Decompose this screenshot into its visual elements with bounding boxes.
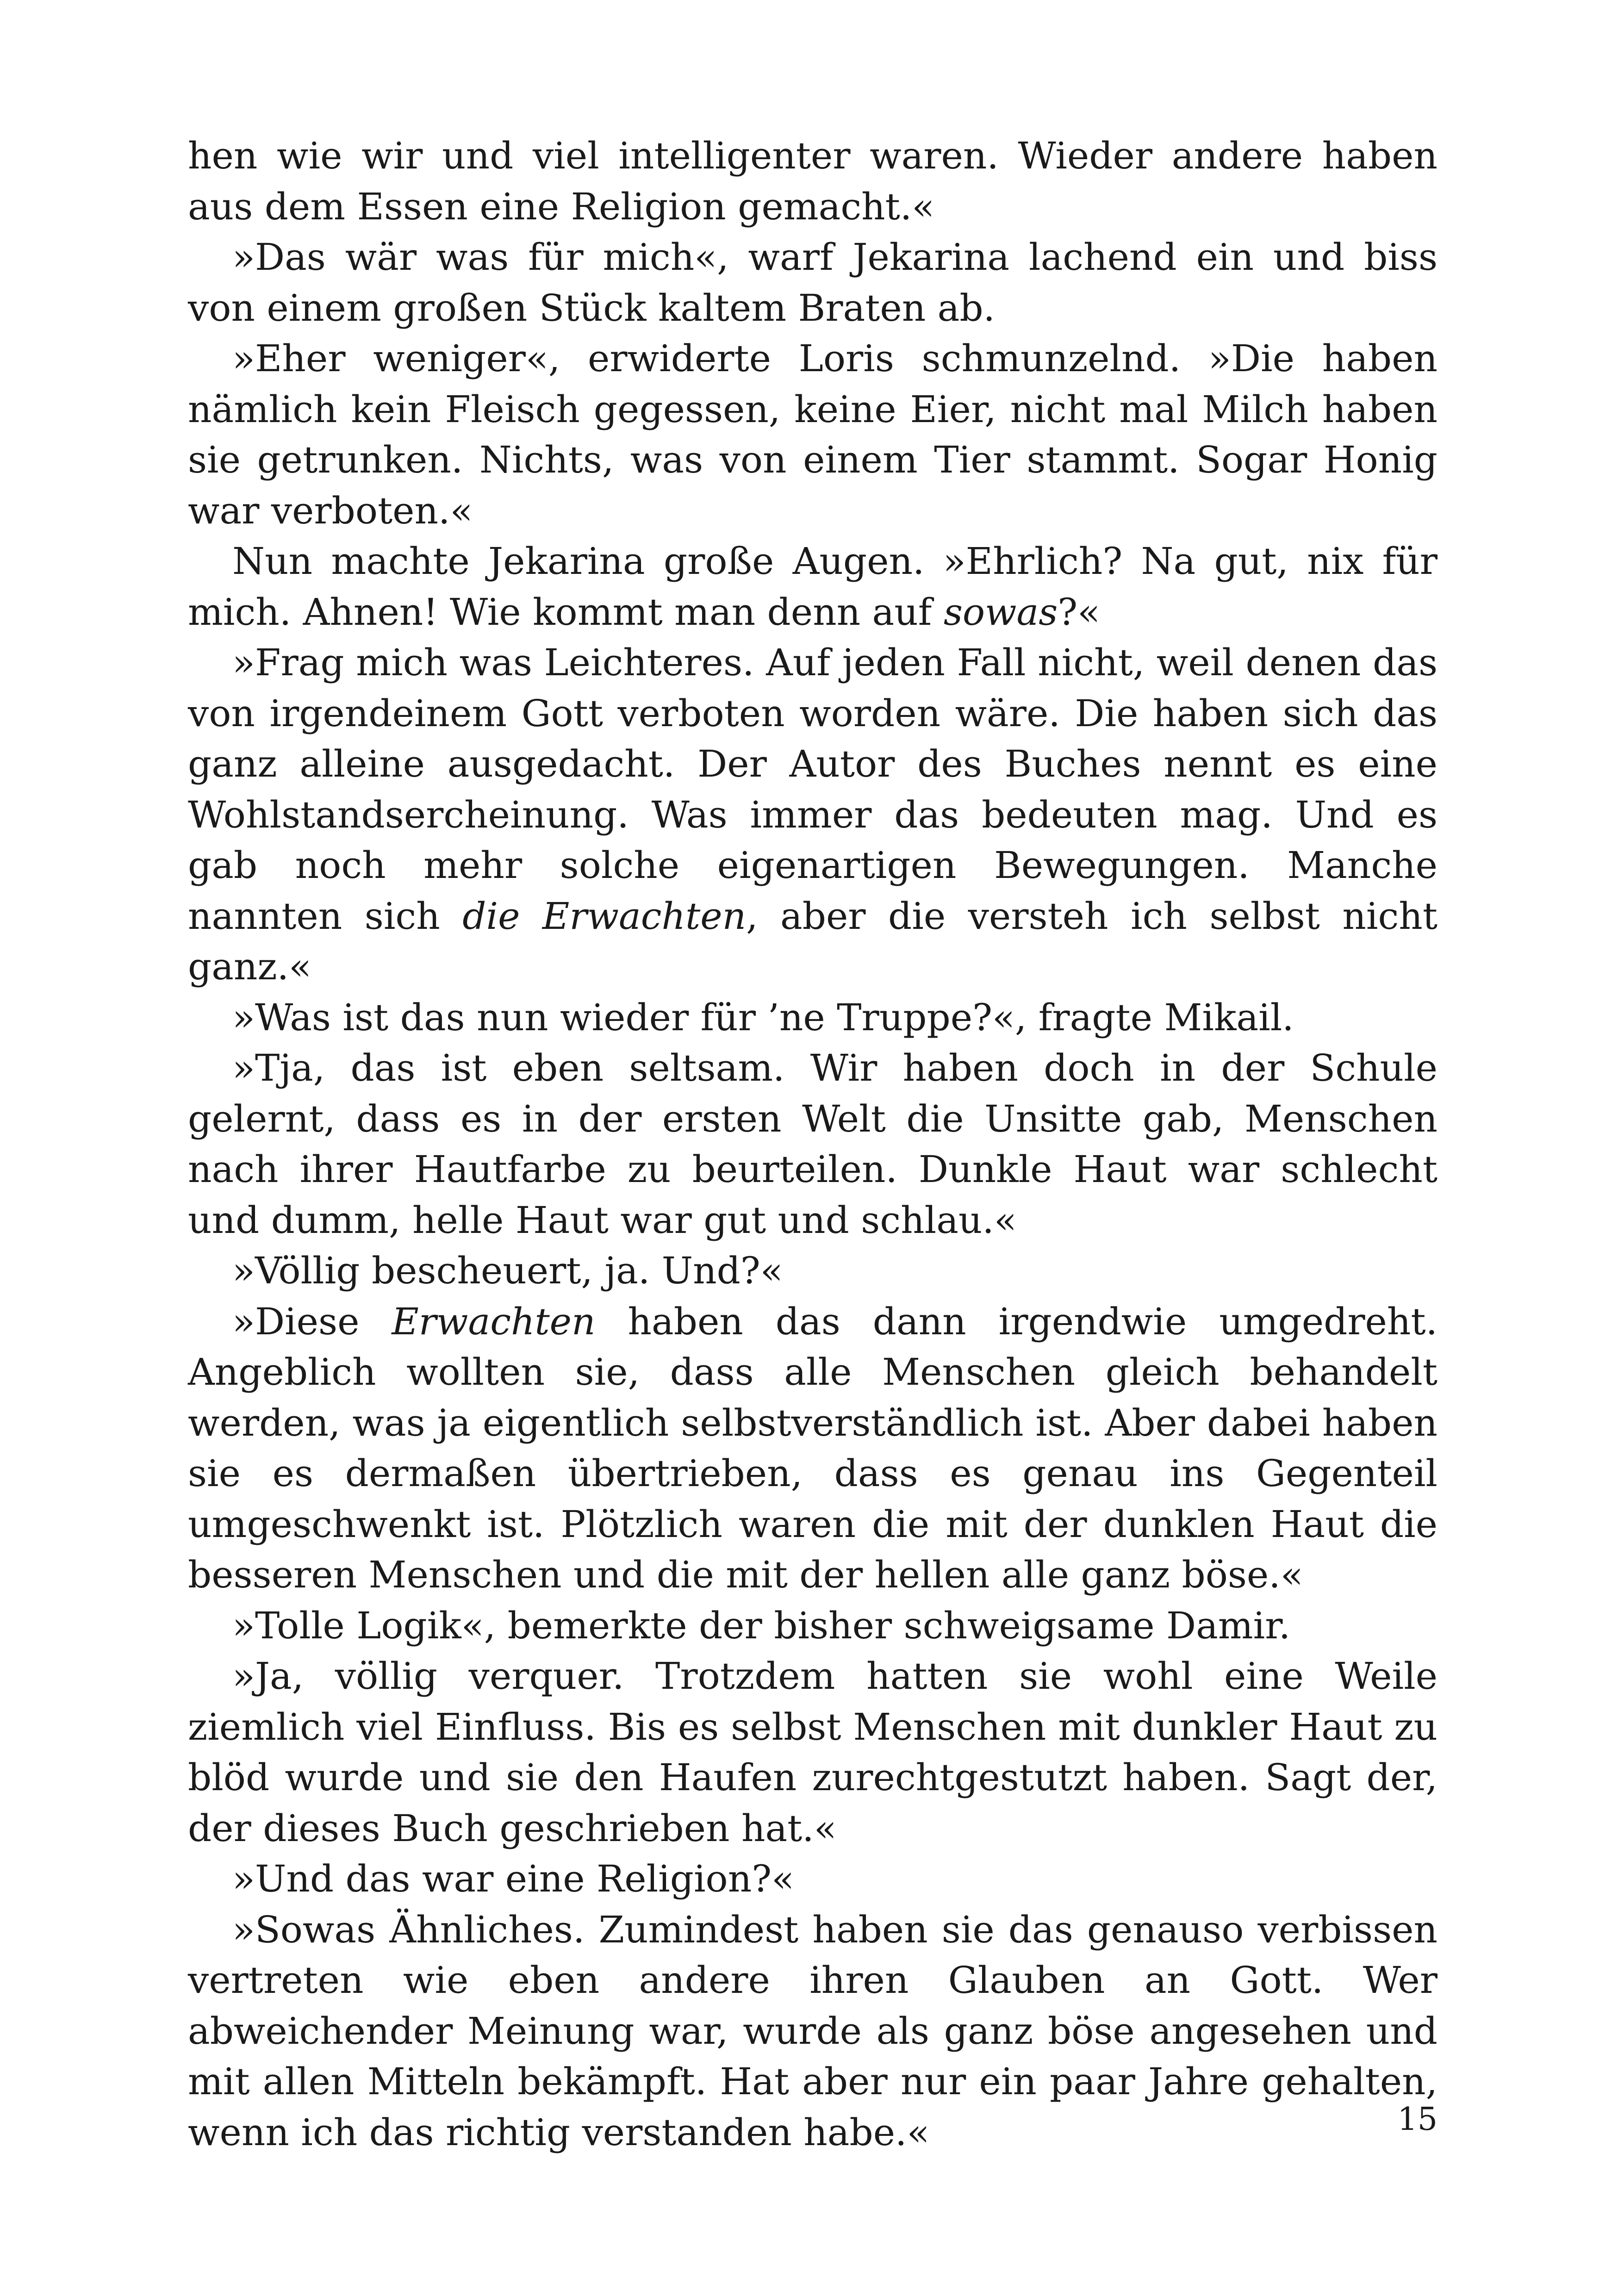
text-run: »Das wär was für mich«, warf Jekarina lachend ein und biss von einem großen Stück kaltem Braten ab. [188, 236, 1438, 330]
paragraph [188, 1904, 1438, 2158]
text-run: »Sowas Ähnliches. Zumindest haben sie das genauso verbissen vertreten wie eben andere ihren Glauben an Gott. Wer abweichender Meinung war, wurde als ganz böse angesehen und mit allen Mitteln bekämpft. Hat aber nur ein paar Jahre gehalten, wenn ich das richtig verstanden habe.« [188, 1908, 1438, 2154]
paragraph [188, 1245, 1438, 1296]
italic-text-run: die Erwachten [462, 894, 747, 938]
paragraph [188, 1651, 1438, 1854]
italic-text-run: sowas [943, 590, 1058, 634]
text-run: hen wie wir und viel intelligenter waren. Wieder andere haben aus dem Essen eine Religion gemacht.« [188, 134, 1438, 228]
paragraph [188, 1854, 1438, 1904]
paragraph [188, 536, 1438, 637]
text-run: »Völlig bescheuert, ja. Und?« [232, 1249, 783, 1292]
italic-text-run: Erwachten [392, 1300, 596, 1343]
text-run: ?« [1058, 590, 1101, 634]
text-run: »Eher weniger«, erwiderte Loris schmunzelnd. »Die haben nämlich kein Fleisch gegessen, keine Eier, nicht mal Milch haben sie getrunken. Nichts, was von einem Tier stammt. Sogar Honig war verboten.« [188, 337, 1438, 532]
text-run: »Tolle Logik«, bemerkte der bisher schweigsame Damir. [232, 1604, 1291, 1647]
paragraph [188, 1600, 1438, 1651]
paragraph [188, 637, 1438, 992]
paragraph [188, 333, 1438, 536]
paragraph [188, 1043, 1438, 1245]
paragraph [188, 131, 1438, 232]
text-run: »Frag mich was Leichteres. Auf jeden Fall nicht, weil denen das von irgendeinem Gott verboten worden wäre. Die haben sich das ganz alleine ausgedacht. Der Autor des Buches nennt es eine Wohlstandsercheinung. Was immer das bedeuten mag. Und es gab noch mehr solche eigenartigen Bewegungen. Manche nannten sich [188, 641, 1438, 938]
text-run: »Und das war eine Religion?« [232, 1857, 795, 1900]
text-run: »Was ist das nun wieder für ’ne Truppe?«, fragte Mikail. [232, 996, 1294, 1039]
text-run: , aber die versteh ich selbst nicht ganz.« [188, 894, 1438, 988]
text-run: »Tja, das ist eben seltsam. Wir haben doch in der Schule gelernt, dass es in der ersten Welt die Unsitte gab, Menschen nach ihrer Hautfarbe zu beurteilen. Dunkle Haut war schlecht und dumm, helle Haut war gut und schlau.« [188, 1046, 1438, 1242]
paragraph [188, 1296, 1438, 1600]
body-text [188, 131, 1438, 2158]
page-number: 15 [1397, 2101, 1438, 2138]
paragraph [188, 232, 1438, 333]
text-run: »Diese [232, 1300, 392, 1343]
paragraph [188, 992, 1438, 1043]
text-run: »Ja, völlig verquer. Trotzdem hatten sie wohl eine Weile ziemlich viel Einfluss. Bis es selbst Menschen mit dunkler Haut zu blöd wurde und sie den Haufen zurechtgestutzt haben. Sagt der, der dieses Buch geschrieben hat.« [188, 1655, 1438, 1850]
text-run: Nun machte Jekarina große Augen. »Ehrlich? Na gut, nix für mich. Ahnen! Wie kommt man denn auf [188, 540, 1438, 634]
text-run: haben das dann irgendwie umgedreht. Angeblich wollten sie, dass alle Menschen gleich behandelt werden, was ja eigentlich selbstverständlich ist. Aber dabei haben sie es dermaßen übertrieben, dass es genau ins Gegenteil umgeschwenkt ist. Plötzlich waren die mit der dunklen Haut die besseren Menschen und die mit der hellen alle ganz böse.« [188, 1300, 1438, 1596]
